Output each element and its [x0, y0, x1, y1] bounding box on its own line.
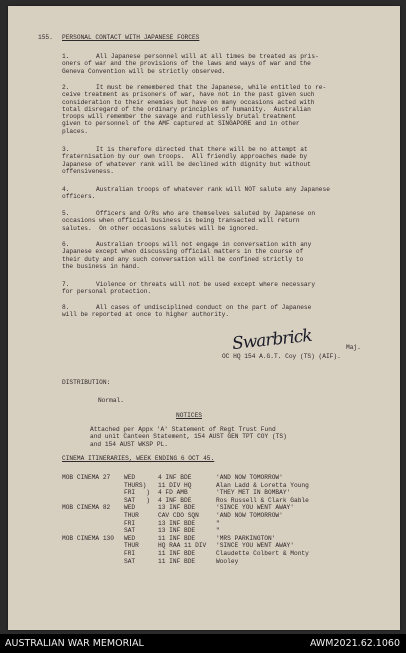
cinema-film: ": [216, 519, 220, 527]
cinema-film: Wooley: [216, 557, 239, 565]
cinema-venue: MOB CINEMA 82: [62, 504, 111, 512]
paragraph-number: 5.: [62, 210, 70, 217]
cinema-day: WED: [124, 534, 136, 542]
cinema-unit: 11 DIV HQ: [158, 481, 192, 489]
cinema-day: FRI: [124, 550, 136, 557]
cinema-unit: CAV CDO SQN: [158, 512, 199, 519]
cinema-day: SAT ): [124, 496, 150, 504]
cinema-unit: 11 INF BDE: [158, 550, 196, 557]
section-title: PERSONAL CONTACT WITH JAPANESE FORCES: [62, 34, 200, 41]
cinema-film: 'MRS PARKINGTON': [216, 534, 276, 542]
notices-title: NOTICES: [176, 412, 202, 419]
cinema-unit: 11 INF BDE: [158, 534, 196, 542]
cinema-film: 'AND NOW TOMORROW': [216, 474, 283, 481]
cinema-unit: 4 INF BDE: [158, 496, 192, 504]
cinema-title: CINEMA ITINERARIES, WEEK ENDING 6 OCT 45.: [62, 455, 215, 462]
paragraph-text: Officers and O/Rs who are themselves saluted by Japanese on occasions when official business is being transacted will return salutes. On other occasions salutes will be ignored.: [62, 210, 316, 232]
paragraph-number: 4.: [62, 186, 70, 193]
cinema-unit: HQ RAA 11 DIV: [158, 542, 207, 550]
distribution-label: DISTRIBUTION:: [62, 379, 111, 386]
cinema-film: 'SINCE YOU WENT AWAY': [216, 504, 294, 512]
paragraph-number: 8.: [62, 304, 70, 311]
cinema-day: SAT: [124, 527, 136, 535]
cinema-film: 'SINCE YOU WENT AWAY': [216, 542, 294, 550]
paragraph-number: 1.: [62, 53, 70, 60]
cinema-venue: MOB CINEMA 27: [62, 474, 111, 481]
cinema-unit: 13 INF BDE: [158, 527, 196, 535]
footer-source: AUSTRALIAN WAR MEMORIAL: [5, 638, 144, 649]
distribution-value: Normal.: [98, 397, 124, 404]
paragraph-text: It is therefore directed that there will be no attempt at fraternisation by our own troops. All friendly approaches made by Japanese of whatever rank will be declined with dignity but without offensiveness.: [62, 146, 311, 175]
cinema-unit: 4 INF BDE: [158, 474, 192, 481]
paragraph-text: All cases of undisciplined conduct on the part of Japanese will be reported at once to higher authority.: [62, 304, 312, 319]
cinema-day: THURS): [124, 481, 147, 489]
paragraph-text: All Japanese personnel will at all times be treated as pris- oners of war and the provisions of the laws and ways of war and the Geneva Convention will be strictly observed.: [62, 53, 319, 75]
cinema-film: ": [216, 527, 220, 535]
cinema-day: THUR: [124, 512, 139, 519]
cinema-unit: 4 FD AMB: [158, 489, 188, 497]
cinema-unit: 13 INF BDE: [158, 504, 196, 512]
paragraph-text: Australian troops of whatever rank will NOT salute any Japanese officers.: [62, 186, 330, 201]
footer-catalogue-id: AWM2021.62.1060: [309, 638, 400, 649]
notices-text: Attached per Appx 'A' Statement of Regt Trust Fund and unit Canteen Statement, 154 AUST GEN TPT COY (TS) and 154 AUST WKSP PL.: [90, 426, 287, 448]
cinema-day: WED: [124, 504, 136, 512]
paragraph-number: 3.: [62, 146, 70, 153]
cinema-film: Ros Russell & Clark Gable: [216, 496, 309, 504]
cinema-film: Alan Ladd & Loretta Young: [216, 481, 309, 489]
paragraph-number: 2.: [62, 84, 70, 91]
footer-bar: [0, 634, 406, 653]
handwritten-signature: Swarbrick: [231, 325, 313, 355]
cinema-day: FRI: [124, 519, 136, 527]
cinema-day: SAT: [124, 557, 136, 565]
paragraph-number: 7.: [62, 281, 70, 288]
cinema-venue: MOB CINEMA 130: [62, 534, 114, 542]
document-page: [8, 6, 400, 630]
paragraph-text: It must be remembered that the Japanese, while entitled to re- ceive treatment as prisoners of war, have not in the past given such consideration to their enemies but have on many occasions acted with total disregard of the ordinary principles of humanity. Australian troops will remember the savage and ruthlessly brutal treatment given to personnel of the AMF captured at SINGAPORE and in other places.: [62, 84, 327, 135]
paragraph-text: Violence or threats will not be used except where necessary for personal protection.: [62, 281, 316, 296]
paragraph-text: Australian troops will not engage in conversation with any Japanese except when discussing official matters in the course of their duty and any such conversation will be confined strictly to the business in hand.: [62, 241, 312, 270]
cinema-day: WED: [124, 474, 136, 481]
cinema-unit: 13 INF BDE: [158, 519, 196, 527]
cinema-film: Claudette Colbert & Monty: [216, 550, 309, 557]
cinema-day: THUR: [124, 542, 139, 550]
section-number: 155.: [38, 34, 53, 41]
cinema-film: 'THEY MET IN BOMBAY': [216, 489, 291, 497]
paragraph-number: 6.: [62, 241, 70, 248]
signatory-unit: OC HQ 154 A.G.T. Coy (TS) (AIF).: [222, 353, 341, 360]
cinema-day: FRI ): [124, 489, 150, 497]
cinema-unit: 11 INF BDE: [158, 557, 196, 565]
cinema-film: 'AND NOW TOMORROW': [216, 512, 283, 519]
signatory-rank: Maj.: [346, 344, 361, 351]
